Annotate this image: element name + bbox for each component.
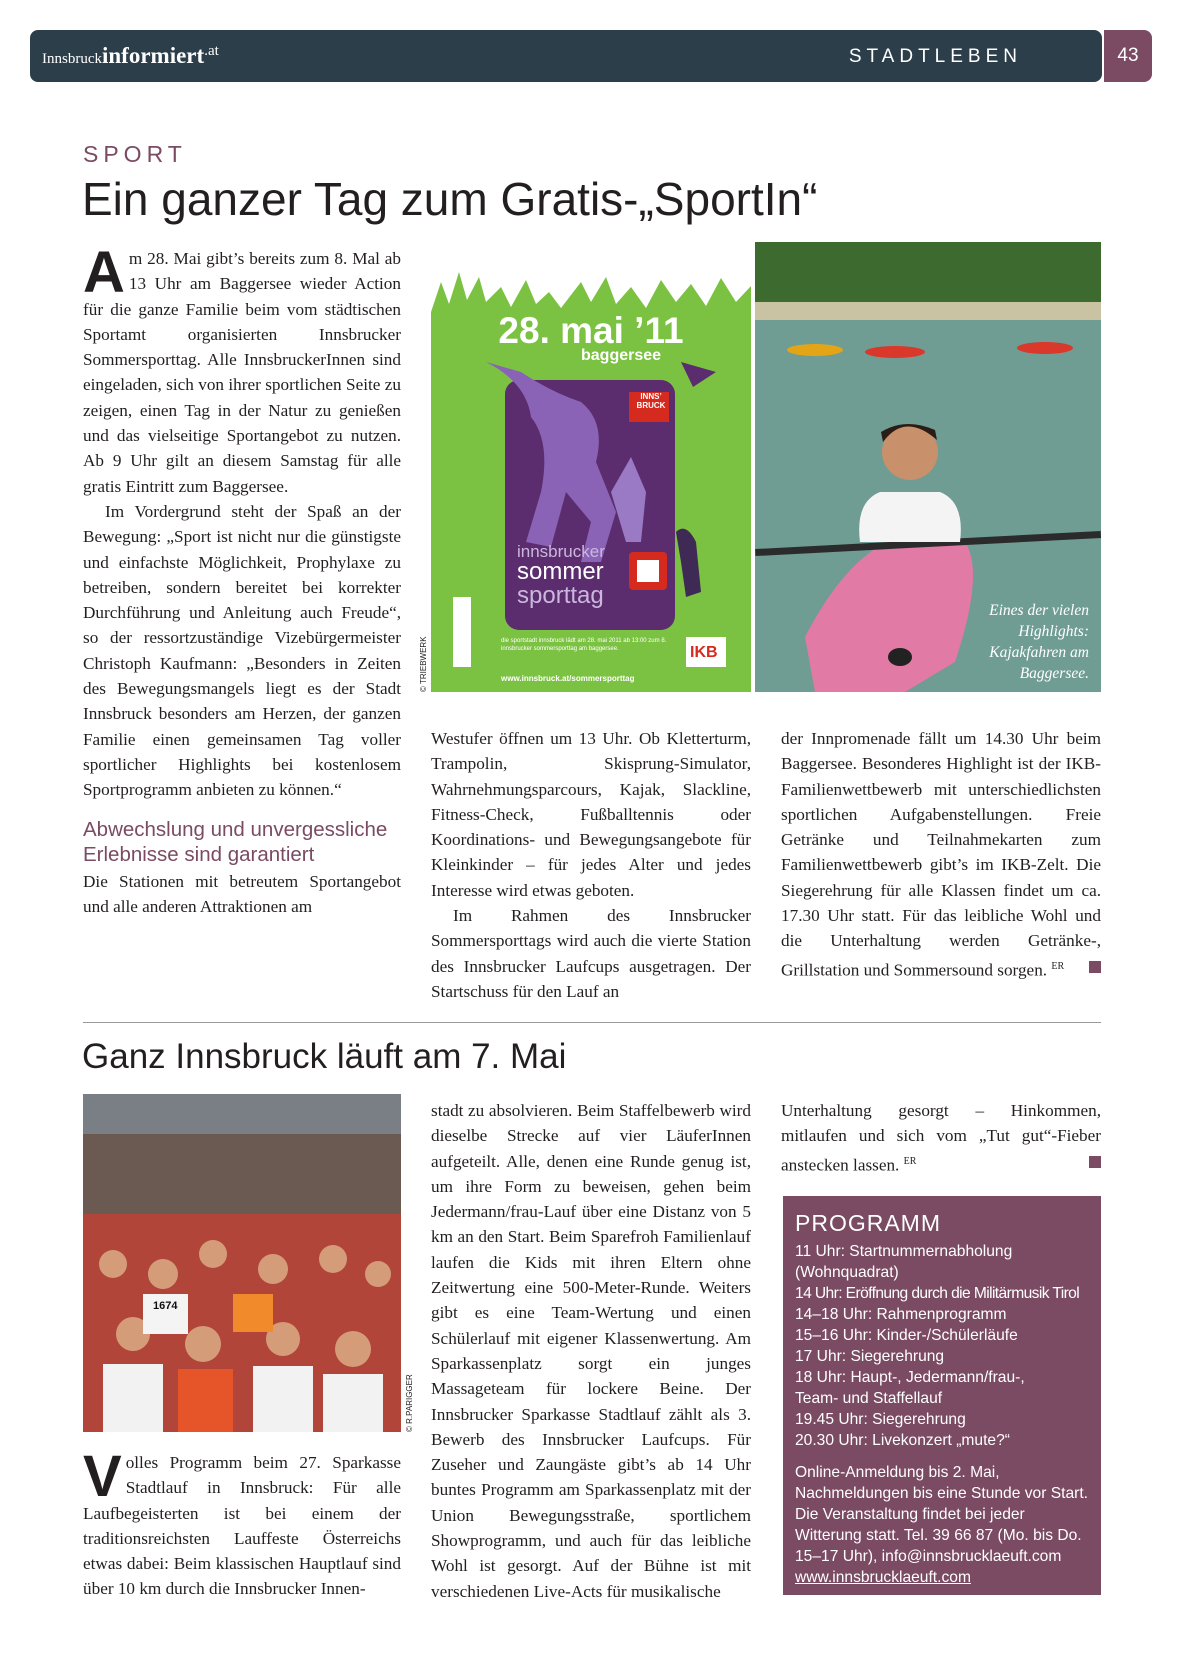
page-header (30, 30, 1102, 82)
program-note (795, 1462, 1095, 1588)
brand-logo (42, 43, 219, 69)
program-box (783, 1196, 1101, 1595)
end-mark (1089, 1156, 1101, 1168)
program-item: 15–16 Uhr: Kinder-/Schülerläufe (795, 1327, 1018, 1344)
article1-column-3 (781, 726, 1101, 983)
section-divider (83, 1022, 1101, 1023)
poster-badge: INNS’ BRUCK (636, 392, 666, 410)
paragraph: der Innpromenade fällt um 14.30 Uhr beim Baggersee. Besonderes Highlight ist der IKB-Familienwettbewerb mit unterschiedlichsten sportlichen Aufgabenstellungen. Freie Getränke und Teilnahmekarten zum Familienwettbewerb gibt’s im IKB-Zelt. Die Siegerehrung für alle Klassen findet um ca. 17.30 Uhr statt. Für das leibliche Wohl und die Unterhaltung werden Getränke-, Grillstation und Sommersound sorgen. (781, 729, 1101, 980)
poster-fineprint: die sportstadt innsbruck lädt am 28. mai 2011 ab 13:00 zum 8. innsbrucker sommersporttag am baggersee. (501, 638, 667, 652)
runners-photo (83, 1094, 401, 1432)
program-item: 14 Uhr: Eröffnung durch die Militärmusik Tirol (795, 1285, 1080, 1302)
drop-cap: A (83, 240, 125, 305)
article-headline: Ein ganzer Tag zum Gratis-„SportIn“ (82, 173, 818, 225)
paragraph: stadt zu absolvieren. Beim Staffelbewerb wird dieselbe Strecke auf vier LäuferInnen aufgeteilt. Alle, denen eine Runde genug ist, um ihre Form zu beweisen, gehen beim Jedermann/frau-Lauf über eine Distanz von 5 km an den Start. Beim Sparefroh Familienlauf laufen die Kids mit ihren Eltern ohne Zeitwertung eine 500-Meter-Runde. Weiters gibt es eine Team-Wertung und einen Schülerlauf mit eigener Klassenwertung. Am Sparkassenplatz sorgt ein junges Massageteam für lockere Beine. Der Innsbrucker Sparkasse Stadtlauf zählt als 3. Bewerb des Innsbrucker Laufcups. Für Zuseher und Zaungäste gibt’s ab 14 Uhr buntes Programm am Sparkassenplatz mit der Union Bewegungsstraße, sportlichem Showprogramm, und auch für das leibliche Wohl ist gesorgt. Auf der Bühne ist mit verschiedenen Live-Acts für musikalische (431, 1101, 751, 1601)
photo-credit: © TRIEBWERK (419, 636, 428, 692)
program-item: Team- und Staffellauf (795, 1390, 943, 1407)
paragraph: Unterhaltung gesorgt – Hinkommen, mitlaufen und sich vom „Tut gut“-Fieber anstecken lassen. (781, 1101, 1101, 1175)
program-item: 18 Uhr: Haupt-, Jedermann/frau-, (795, 1369, 1025, 1386)
kayak-photo (755, 242, 1101, 692)
drop-cap: V (83, 1444, 122, 1509)
poster-url: www.innsbruck.at/sommersporttag (501, 674, 635, 683)
end-mark (1089, 961, 1101, 973)
program-item: 17 Uhr: Siegerehrung (795, 1348, 945, 1365)
registration-info: Online-Anmeldung bis 2. Mai, Nachmeldungen bis eine Stunde vor Start. Die Veranstaltung findet bei jeder Witterung statt. Tel. 39 66 87 (Mo. bis Do. 15–17 Uhr), info@innsbrucklaeuft.com (795, 1464, 1088, 1565)
website-link[interactable]: www.innsbrucklaeuft.com (795, 1569, 971, 1586)
photo-credit: © R.PARIGGER (405, 1374, 414, 1432)
runners-scene (83, 1094, 401, 1432)
brand-main: informiert (102, 43, 205, 68)
program-item: 14–18 Uhr: Rahmenprogramm (795, 1306, 1007, 1323)
paragraph: Die Stationen mit betreutem Sportangebot und alle anderen Attraktionen am (83, 871, 401, 916)
author-signature: ER (1051, 960, 1065, 972)
article2-column-3 (781, 1098, 1101, 1178)
brand-suffix: .at (204, 43, 219, 59)
program-item: (Wohnquadrat) (795, 1264, 899, 1281)
bib-number: 1674 (153, 1300, 178, 1312)
page-number: 43 (1104, 30, 1152, 82)
brand-prefix: Innsbruck (42, 51, 102, 67)
article-kicker: SPORT (83, 141, 187, 167)
program-item: 19.45 Uhr: Siegerehrung (795, 1411, 966, 1428)
section-label: STADTLEBEN (848, 46, 1022, 67)
program-title: PROGRAMM (795, 1210, 941, 1236)
kayak-caption: Eines der vielen Highlights: Kajakfahren am Baggersee. (989, 602, 1089, 682)
article1-column-1 (83, 240, 401, 919)
poster-title-1: innsbrucker (517, 542, 605, 561)
poster-image (431, 242, 751, 692)
poster-title-2: sommer (517, 558, 604, 585)
poster-place: baggersee (581, 347, 662, 364)
article2-column-2 (431, 1098, 751, 1604)
article2-column-1 (83, 1444, 401, 1602)
subheading: Abwechslung und unvergessliche Erlebnisse sind garantiert (83, 817, 388, 866)
author-signature: ER (903, 1155, 917, 1167)
poster-title-3: sporttag (517, 582, 604, 609)
paragraph: Im Rahmen des Innsbrucker Sommersporttags wird auch die vierte Station des Innsbrucker Laufcups ausgetragen. Der Startschuss für den Lauf an (431, 906, 751, 1001)
program-item: 20.30 Uhr: Livekonzert „mute?“ (795, 1432, 1010, 1449)
paragraph: Westufer öffnen um 13 Uhr. Ob Kletterturm, Trampolin, Skisprung-Simulator, Wahrnehmungsparcours, Kajak, Slackline, Fitness-Check, Fußballtennis oder Koordinations- und Bewegungsangebote für Kleinkinder – für jedes Alter und jedes Interesse wird etwas geboten. (431, 729, 751, 900)
article1-column-2 (431, 726, 751, 1004)
program-item: 11 Uhr: Startnummernabholung (795, 1243, 1013, 1260)
article2-headline: Ganz Innsbruck läuft am 7. Mai (82, 1037, 567, 1076)
poster-date: 28. mai ’11 (498, 310, 684, 351)
program-list (795, 1241, 1095, 1451)
paragraph: m 28. Mai gibt’s bereits zum 8. Mal ab 13 Uhr am Baggersee wieder Action für die ganze Familie beim vom städtischen Sportamt organisierten Innsbrucker Sommersporttag. Alle InnsbruckerInnen sind eingeladen, sich von ihrer sportlichen Seite zu zeigen, einen Tag in der Natur zu genießen und das vielseitige Sportangebot zu nutzen. Ab 9 Uhr gilt an diesem Samstag für alle gratis Eintritt zum Baggersee. (83, 249, 401, 496)
paragraph: Im Vordergrund steht der Spaß an der Bewegung: „Sport ist nicht nur die günstigste und einfachste Möglichkeit, Prophylaxe zu betreiben, sondern bereitet bei korrekter Durchführung und Anleitung auch Freude“, so der ressortzuständige Vizebürgermeister Christoph Kaufmann: „Besonders in Zeiten des Bewegungsmangels liegt es der Stadt Innsbruck besonders am Herzen, der ganzen Familie einen gemeinsamen Tag voller sportlicher Highlights bei kostenlosem Sportprogramm anbieten zu können.“ (83, 501, 401, 800)
poster-sponsor: IKB (690, 644, 718, 661)
paragraph: olles Programm beim 27. Sparkasse Stadtlauf in Innsbruck: Für alle Laufbegeisterten ist bei einem der traditionsreichsten Lauffeste Österreichs etwas dabei: Beim klassischen Hauptlauf sind über 10 km durch die Innsbrucker Innen- (83, 1453, 401, 1599)
